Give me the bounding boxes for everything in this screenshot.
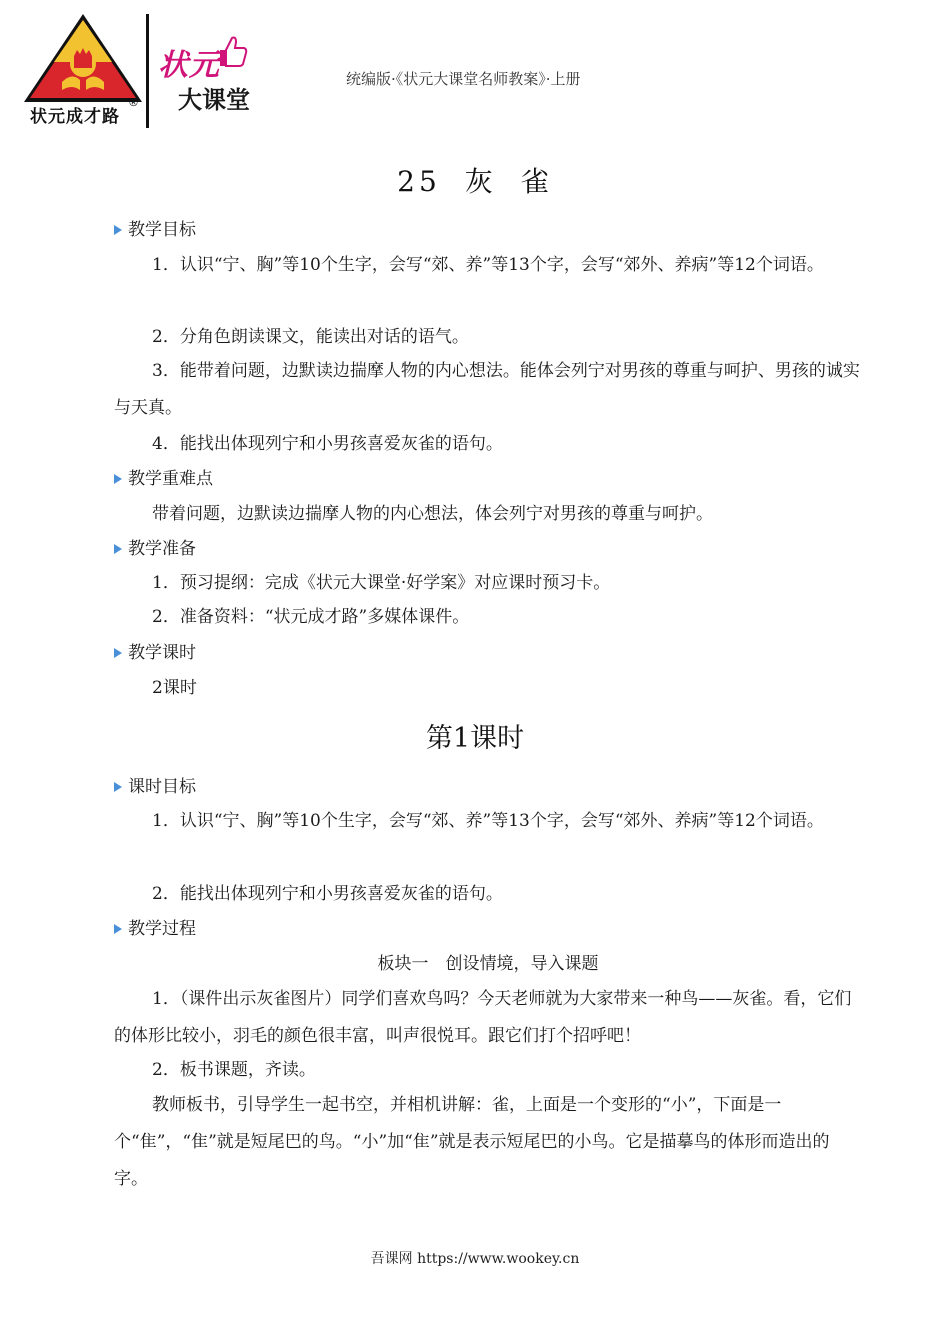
sub-logo-top-text: 状元	[158, 48, 220, 83]
process-step-3: 教师板书，引导学生一起书空，并相机讲解：雀，上面是一个变形的“小”，下面是一个“隹”，“隹”就是短尾巴的鸟。“小”加“隹”就是表示短尾巴的小鸟。它是描摹鸟的体形而造出的字。	[114, 1095, 830, 1189]
series-title: 统编版·《状元大课堂名师教案》·上册	[346, 70, 581, 88]
prep-item-2: 2．准备资料：“状元成才路”多媒体课件。	[152, 607, 470, 627]
lesson-title-char-2: 雀	[520, 165, 553, 198]
heading-marker-icon	[114, 648, 122, 658]
process-step-1: 1．（课件出示灰雀图片）同学们喜欢鸟吗？今天老师就为大家带来一种鸟——灰雀。看，它们的体形比较小，羽毛的颜色很丰富，叫声很悦耳。跟它们打个招呼吧！	[114, 989, 852, 1046]
page-header	[0, 0, 950, 140]
period-goal-item-2: 2．能找出体现列宁和小男孩喜爱灰雀的语句。	[152, 884, 503, 904]
heading-marker-icon	[114, 924, 122, 934]
period-title: 第1课时	[425, 723, 525, 754]
period-goal-item-1: 1．认识“宁、胸”等10个生字，会写“郊、养”等13个字，会写“郊外、养病”等12个词语。	[152, 811, 824, 831]
goal-item-4: 4．能找出体现列宁和小男孩喜爱灰雀的语句。	[152, 434, 503, 454]
heading-marker-icon	[114, 225, 122, 235]
section-heading-key-points: 教学重难点	[114, 464, 213, 489]
heading-marker-icon	[114, 474, 122, 484]
block-title: 板块一 创设情境，导入课题	[377, 954, 599, 974]
thumbs-up-icon	[218, 34, 248, 68]
section-heading-preparation: 教学准备	[114, 534, 196, 559]
lesson-title-char-1: 灰	[464, 165, 497, 198]
header-divider	[146, 14, 149, 128]
section-heading-hours: 教学课时	[114, 638, 196, 663]
heading-marker-icon	[114, 544, 122, 554]
hours-text: 2课时	[152, 678, 197, 698]
section-heading-process: 教学过程	[114, 914, 196, 939]
goal-item-1: 1．认识“宁、胸”等10个生字，会写“郊、养”等13个字，会写“郊外、养病”等12个词语。	[152, 255, 824, 275]
process-step-2: 2．板书课题，齐读。	[152, 1060, 316, 1080]
prep-item-1: 1．预习提纲：完成《状元大课堂·好学案》对应课时预习卡。	[152, 573, 611, 593]
goal-item-3: 3．能带着问题，边默读边揣摩人物的内心想法。能体会列宁对男孩的尊重与呵护、男孩的诚实与天真。	[114, 361, 860, 418]
lesson-title	[0, 160, 950, 200]
brand-logo-text: 状元成才路	[30, 107, 120, 127]
goal-item-2: 2．分角色朗读课文，能读出对话的语气。	[152, 327, 469, 347]
section-heading-period-goals: 课时目标	[114, 772, 196, 797]
page-footer: 吾课网 https://www.wookey.cn	[370, 1251, 580, 1267]
sub-logo-bottom-text: 大课堂	[178, 86, 250, 114]
heading-marker-icon	[114, 782, 122, 792]
lesson-number: 25	[397, 165, 441, 198]
section-heading-goals: 教学目标	[114, 215, 196, 240]
registered-mark: ®	[128, 96, 139, 109]
key-points-text: 带着问题，边默读边揣摩人物的内心想法，体会列宁对男孩的尊重与呵护。	[152, 504, 713, 524]
